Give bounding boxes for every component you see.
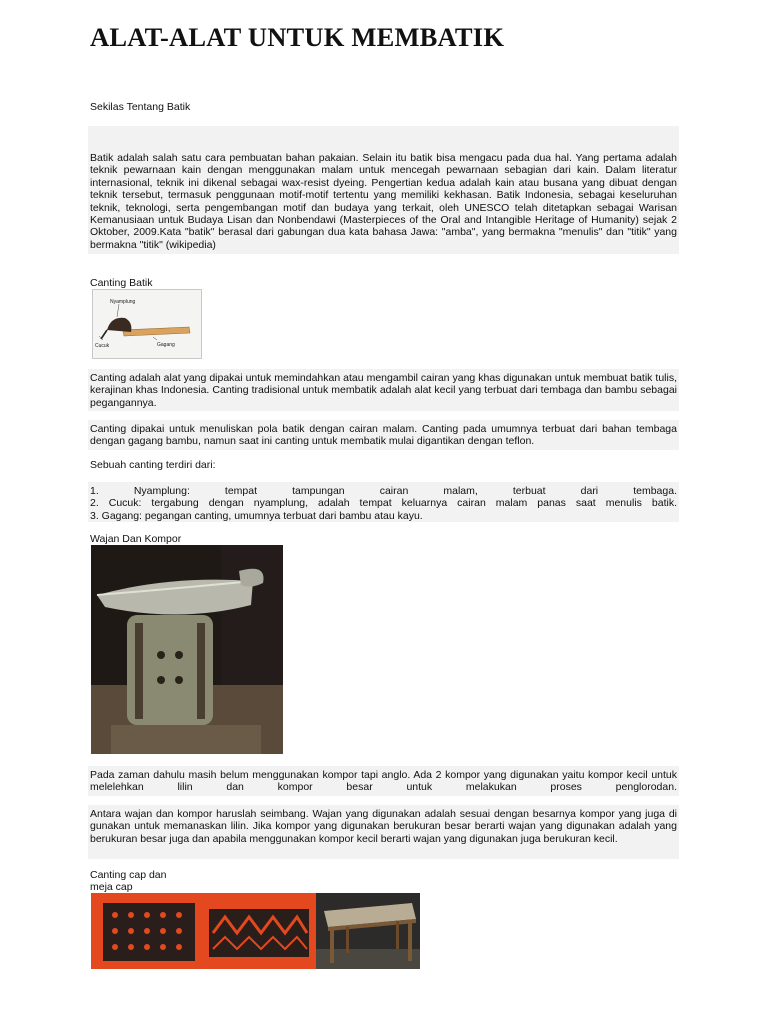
canting-cap-image-2 [203,893,316,969]
canting-parts-intro: Sebuah canting terdiri dari: [90,459,216,471]
cap-heading-line-2: meja cap [90,881,133,893]
canting-part-1: 1. Nyamplung: tempat tampungan cairan malam, terbuat dari tembaga. [90,485,677,497]
cucuk-label: Cucuk [95,343,110,349]
nyamplung-label: Nyamplung [110,299,136,305]
wajan-kompor-image [91,545,283,754]
cap-heading-line-1: Canting cap dan [90,869,167,881]
wajan-heading: Wajan Dan Kompor [90,533,182,545]
wajan-kompor-illustration [91,545,283,754]
document-title: ALAT-ALAT UNTUK MEMBATIK [90,22,505,52]
wajan-paragraph-1: Pada zaman dahulu masih belum menggunakan kompor tapi anglo. Ada 2 kompor yang digunakan yaitu kompor kecil untuk melelehkan lilin dan kompor besar untuk melakukan proses penglorodan. [90,769,677,794]
canting-paragraph-1: Canting adalah alat yang dipakai untuk memindahkan atau mengambil cairan yang khas digunakan untuk membuat batik tulis, kerajinan khas Indonesia. Canting tradisional untuk membatik adalah alat kecil yang terbuat dari tembaga dan bambu sebagai pegangannya. [90,372,677,409]
canting-parts-list [90,485,677,522]
canting-part-3: 3. Gagang: pegangan canting, umumnya terbuat dari bambu atau kayu. [90,509,423,522]
gagang-label: Gagang [157,342,175,348]
intro-paragraph: Batik adalah salah satu cara pembuatan bahan pakaian. Selain itu batik bisa mengacu pada dua hal. Yang pertama adalah teknik pewarnaan kain dengan menggunakan malam untuk mencegah pewarnaan sebagian dari kain. Dalam literatur internasional, teknik ini dikenal sebagai wax-resist dyeing. Pengertian kedua adalah kain atau busana yang dibuat dengan teknik tersebut, termasuk penggunaan motif-motif tertentu yang memiliki kekhasan. Batik Indonesia, sebagai keseluruhan teknik, teknologi, serta pengembangan motif dan budaya yang terkait, oleh UNESCO telah ditetapkan sebagai Warisan Kemanusiaan untuk Budaya Lisan dan Nonbendawi (Masterpieces of the Oral and Intangible Heritage of Humanity) sejak 2 Oktober, 2009.Kata "batik" berasal dari gabungan dua kata bahasa Jawa: "amba", yang bermakna "menulis" dan "titik" yang bermakna "titik" (wikipedia) [90,152,677,251]
canting-cap-illustration-1 [91,893,203,969]
intro-heading: Sekilas Tentang Batik [90,101,191,113]
canting-heading: Canting Batik [90,277,153,289]
canting-part-2: 2. Cucuk: tergabung dengan nyamplung, adalah tempat keluarnya cairan malam panas saat menulis batik. [90,497,677,510]
meja-cap-image [316,893,420,969]
canting-image [92,289,202,359]
canting-cap-illustration-2 [203,893,316,969]
canting-illustration [93,290,201,358]
canting-cap-image-1 [91,893,203,969]
meja-cap-illustration [316,893,420,969]
canting-paragraph-2: Canting dipakai untuk menuliskan pola batik dengan cairan malam. Canting pada umumnya terbuat dari bahan tembaga dengan gagang bambu, namun saat ini canting untuk membatik mulai digantikan dengan teflon. [90,423,677,448]
wajan-paragraph-2: Antara wajan dan kompor haruslah seimbang. Wajan yang digunakan adalah sesuai dengan besarnya kompor yang juga di gunakan untuk memanaskan lilin. Jika kompor yang digunakan berukuran besar berarti wajan yang digunakan adalah yang berukuran besar juga dan apabila menggunakan kompor kecil berarti wajan yang digunakan juga berukuran kecil. [90,808,677,845]
